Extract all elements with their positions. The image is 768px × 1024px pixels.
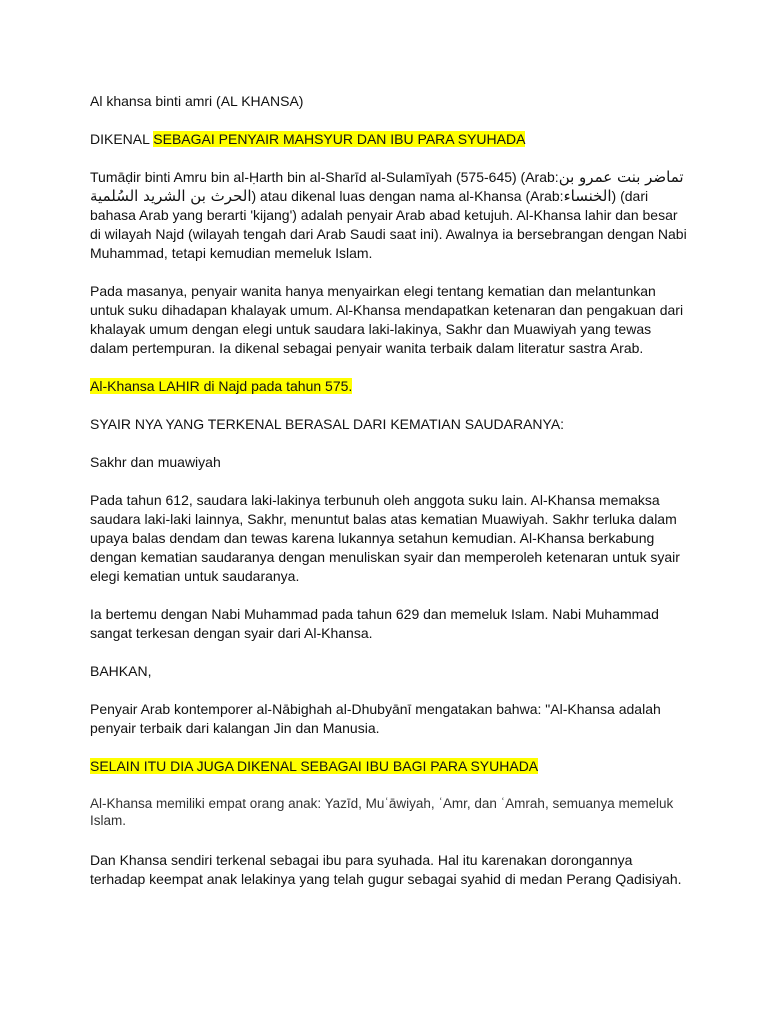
bio-arabic-name: تماضر بنت عمرو بن الحرث بن الشريد السُلمية bbox=[90, 168, 684, 205]
bio-text-2: ) atau dikenal luas dengan nama al-Khansa (Arab: bbox=[251, 188, 564, 204]
known-prefix: DIKENAL bbox=[90, 131, 154, 147]
known-highlight: SEBAGAI PENYAIR MAHSYUR DAN IBU PARA SYUHADA bbox=[153, 131, 526, 147]
bio-text-1: Tumāḍir binti Amru bin al-Ḥarth bin al-Sharīd al-Sulamīyah (575-645) (Arab: bbox=[90, 169, 559, 185]
syair-heading: SYAIR NYA YANG TERKENAL BERASAL DARI KEMATIAN SAUDARANYA: bbox=[90, 416, 565, 432]
children-paragraph: Al-Khansa memiliki empat orang anak: Yazīd, Muʿāwiyah, ʿAmr, dan ʿAmrah, semuanya memeluk Islam. bbox=[90, 796, 674, 828]
qadisiyah-paragraph: Dan Khansa sendiri terkenal sebagai ibu para syuhada. Hal itu karenakan dorongannya terhadap keempat anak lelakinya yang telah gugur sebagai syahid di medan Perang Qadisiyah. bbox=[90, 852, 682, 887]
ibu-syuhada-line bbox=[90, 757, 690, 776]
masanya-paragraph: Pada masanya, penyair wanita hanya menyairkan elegi tentang kematian dan melantunkan untuk suku dihadapan khalayak umum. Al-Khansa mendapatkan ketenaran dan pengakuan dari khalayak umum dengan elegi untuk saudara laki-lakinya, Sakhr dan Muawiyah yang tewas dalam pertempuran. Ia dikenal sebagai penyair wanita terbaik dalam literatur sastra Arab. bbox=[90, 283, 684, 356]
bio-text-3: ) (dari bahasa Arab yang berarti 'kijang') adalah penyair Arab abad ketujuh. Al-Khansa lahir dan besar di wilayah Najd (wilayah tengah dari Arab Saudi saat ini). Awalnya ia bersebrangan dengan Nabi Muhammad, tetapi kemudian memeluk Islam. bbox=[90, 188, 687, 261]
bio-arabic-khansa: الخنساء bbox=[563, 187, 612, 205]
nabighah-paragraph: Penyair Arab kontemporer al-Nābighah al-Dhubyānī mengatakan bahwa: "Al-Khansa adalah penyair terbaik dari kalangan Jin dan Manusia. bbox=[90, 701, 661, 736]
born-highlight: Al-Khansa LAHIR di Najd pada tahun 575. bbox=[90, 378, 353, 394]
born-line bbox=[90, 377, 690, 396]
year-612-paragraph: Pada tahun 612, saudara laki-lakinya terbunuh oleh anggota suku lain. Al-Khansa memaksa saudara laki-laki lainnya, Sakhr, menuntut balas atas kematian Muawiyah. Sakhr terluka dalam upaya balas dendam dan tewas karena lukannya setahun kemudian. Al-Khansa berkabung dengan kematian saudaranya dengan menuliskan syair dan memperoleh ketenaran untuk syair elegi kematian untuk saudaranya. bbox=[90, 492, 680, 584]
document-title: Al khansa binti amri (AL KHANSA) bbox=[90, 93, 304, 109]
document-body bbox=[90, 92, 690, 908]
brothers-line: Sakhr dan muawiyah bbox=[90, 454, 221, 470]
bahkan-line: BAHKAN, bbox=[90, 663, 152, 679]
year-629-paragraph: Ia bertemu dengan Nabi Muhammad pada tahun 629 dan memeluk Islam. Nabi Muhammad sangat terkesan dengan syair dari Al-Khansa. bbox=[90, 606, 659, 641]
biography-paragraph bbox=[90, 168, 690, 263]
known-as-line bbox=[90, 130, 690, 149]
ibu-syuhada-highlight: SELAIN ITU DIA JUGA DIKENAL SEBAGAI IBU BAGI PARA SYUHADA bbox=[90, 758, 539, 774]
